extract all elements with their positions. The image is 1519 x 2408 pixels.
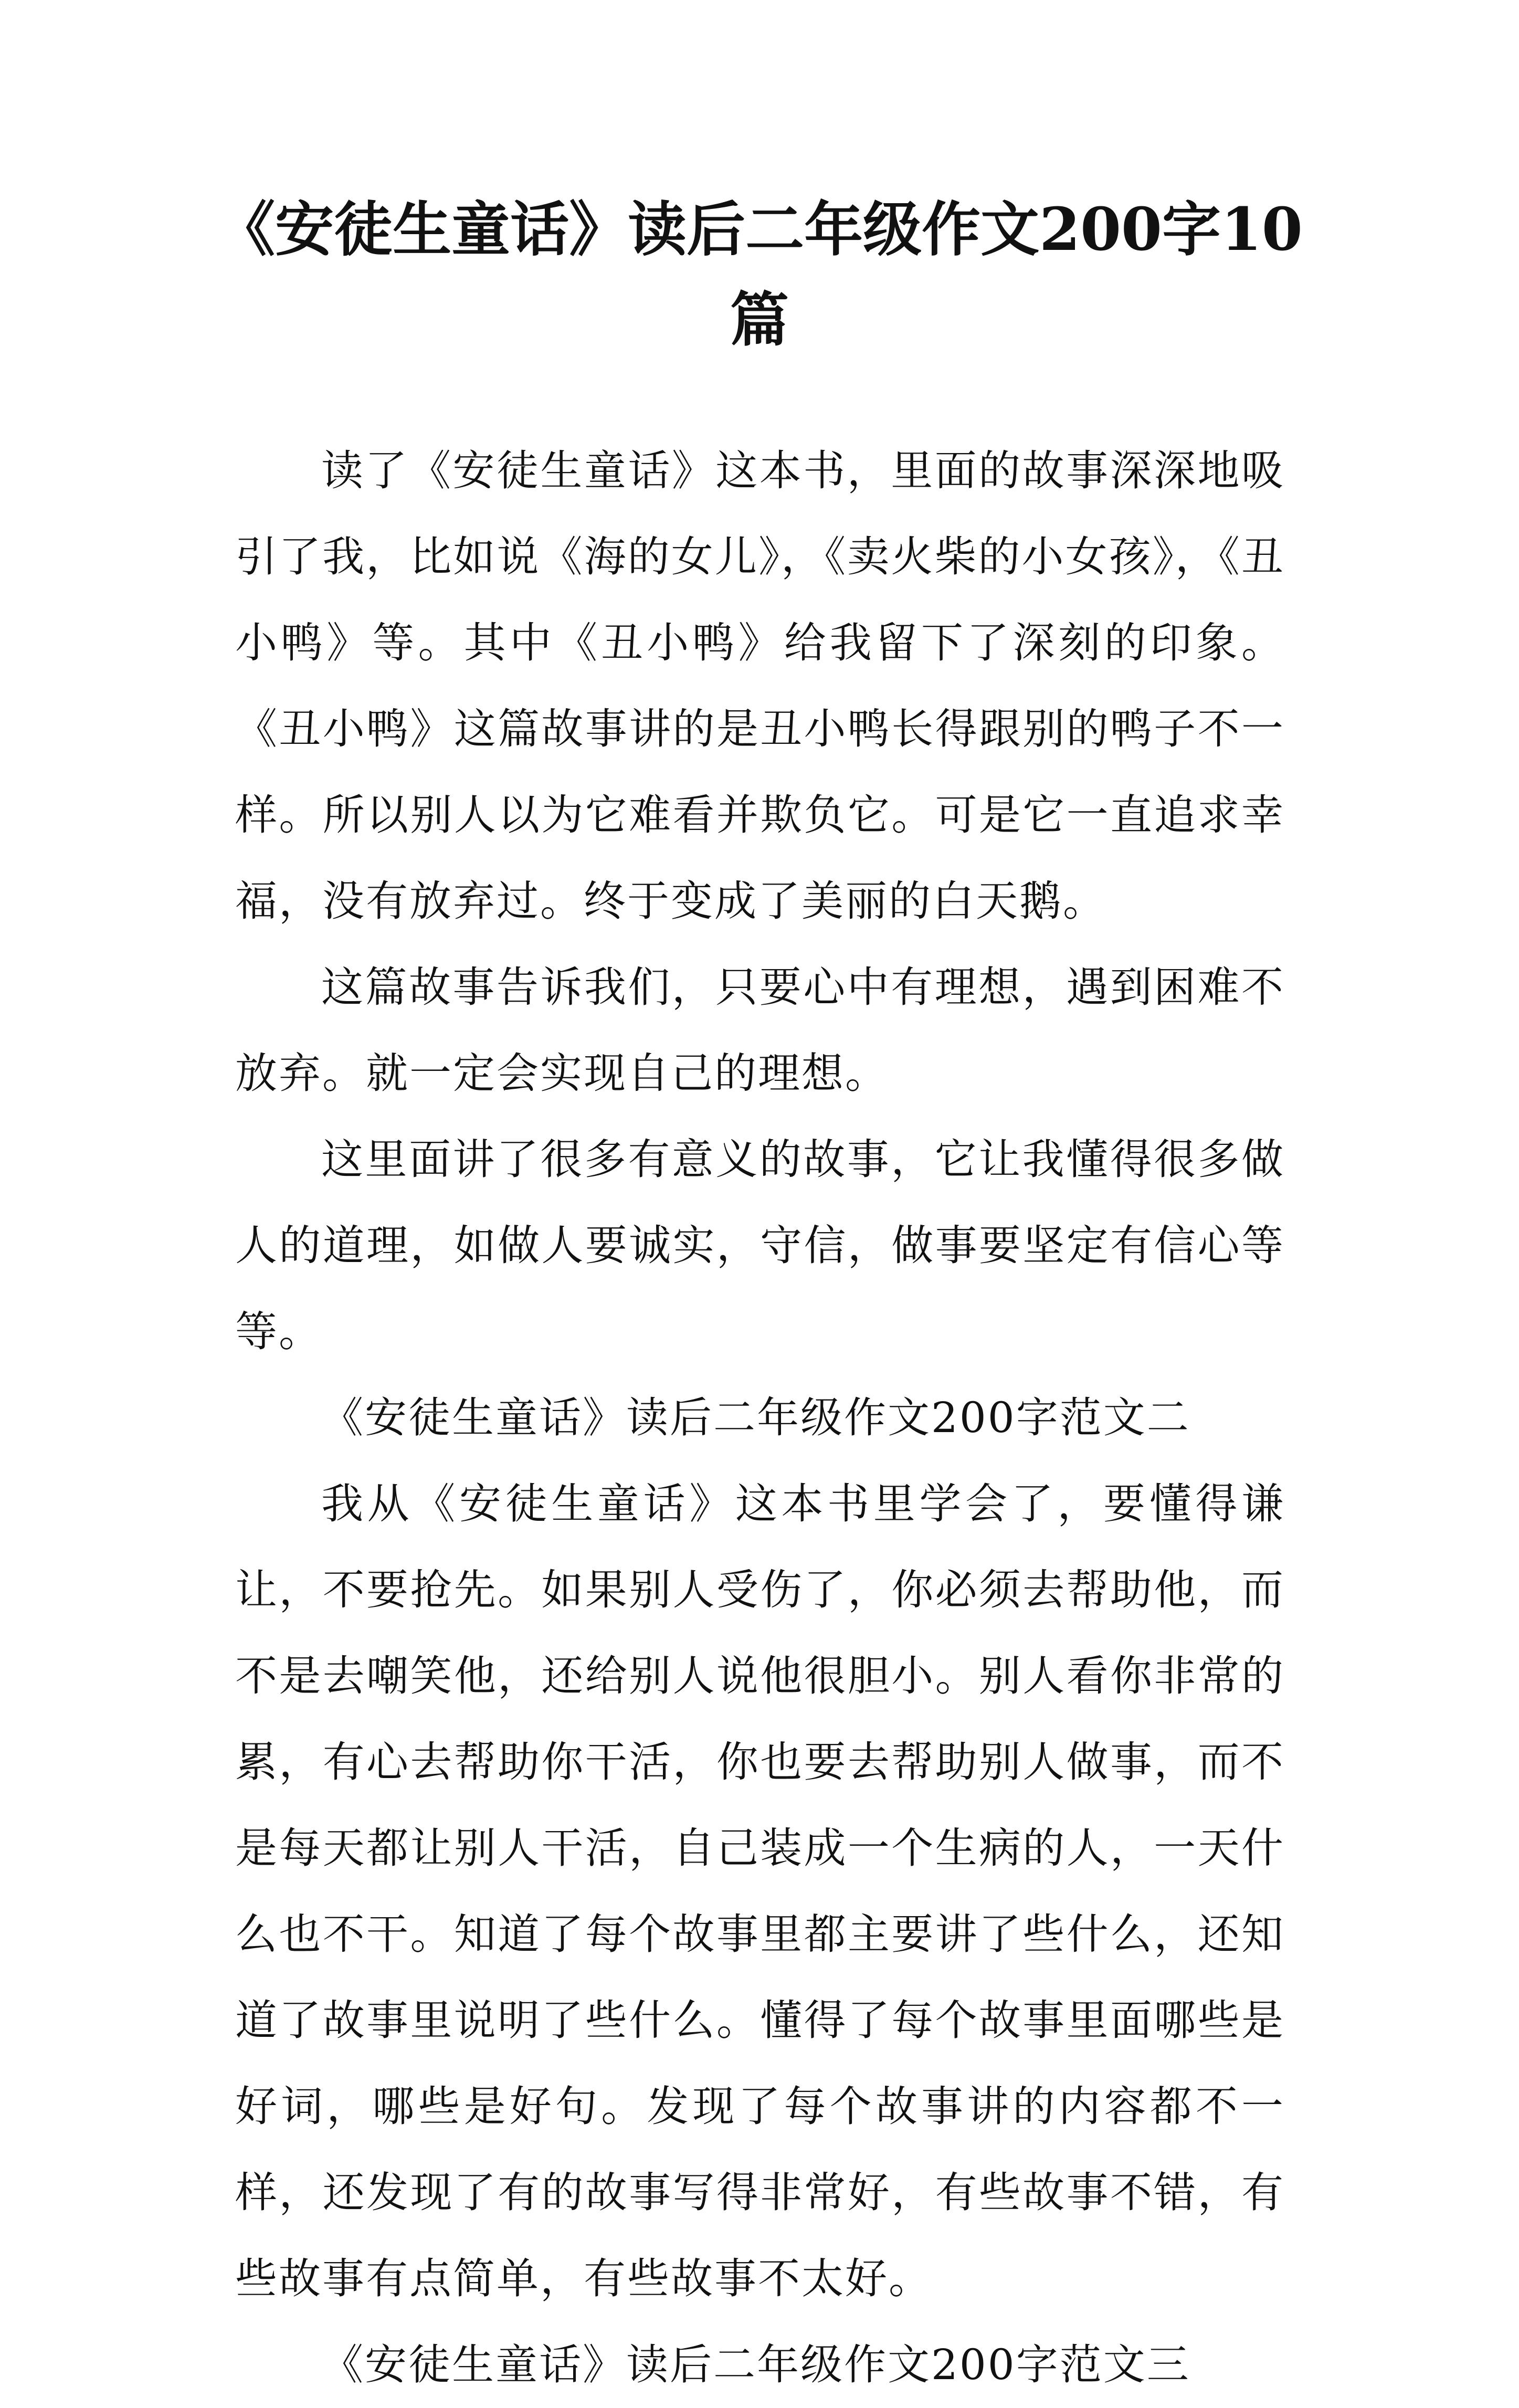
paragraph-3: 这里面讲了很多有意义的故事，它让我懂得很多做人的道理，如做人要诚实，守信，做事要坚定有信心等等。 (235, 1135, 1285, 1356)
document-title: 《安徒生童话》读后二年级作文200字10篇 (216, 195, 1303, 354)
section-heading-3: 《安徒生童话》读后二年级作文200字范文三 (321, 2340, 1190, 2389)
document-body (235, 428, 1285, 2408)
section-heading-2: 《安徒生童话》读后二年级作文200字范文二 (321, 1393, 1190, 1442)
paragraph-1: 读了《安徒生童话》这本书，里面的故事深深地吸引了我，比如说《海的女儿》，《卖火柴的小女孩》，《丑小鸭》等。其中《丑小鸭》给我留下了深刻的印象。《丑小鸭》这篇故事讲的是丑小鸭长得跟别的鸭子不一样。所以别人以为它难看并欺负它。可是它一直追求幸福，没有放弃过。终于变成了美丽的白天鹅。 (235, 446, 1285, 926)
section-2-paragraph: 我从《安徒生童话》这本书里学会了，要懂得谦让，不要抢先。如果别人受伤了，你必须去帮助他，而不是去嘲笑他，还给别人说他很胆小。别人看你非常的累，有心去帮助你干活，你也要去帮助别人做事，而不是每天都让别人干活，自己装成一个生病的人，一天什么也不干。知道了每个故事里都主要讲了些什么，还知道了故事里说明了些什么。懂得了每个故事里面哪些是好词，哪些是好句。发现了每个故事讲的内容都不一样，还发现了有的故事写得非常好，有些故事不错，有些故事有点简单，有些故事不太好。 (235, 1479, 1285, 2303)
paragraph-2: 这篇故事告诉我们，只要心中有理想，遇到困难不放弃。就一定会实现自己的理想。 (235, 963, 1285, 1098)
